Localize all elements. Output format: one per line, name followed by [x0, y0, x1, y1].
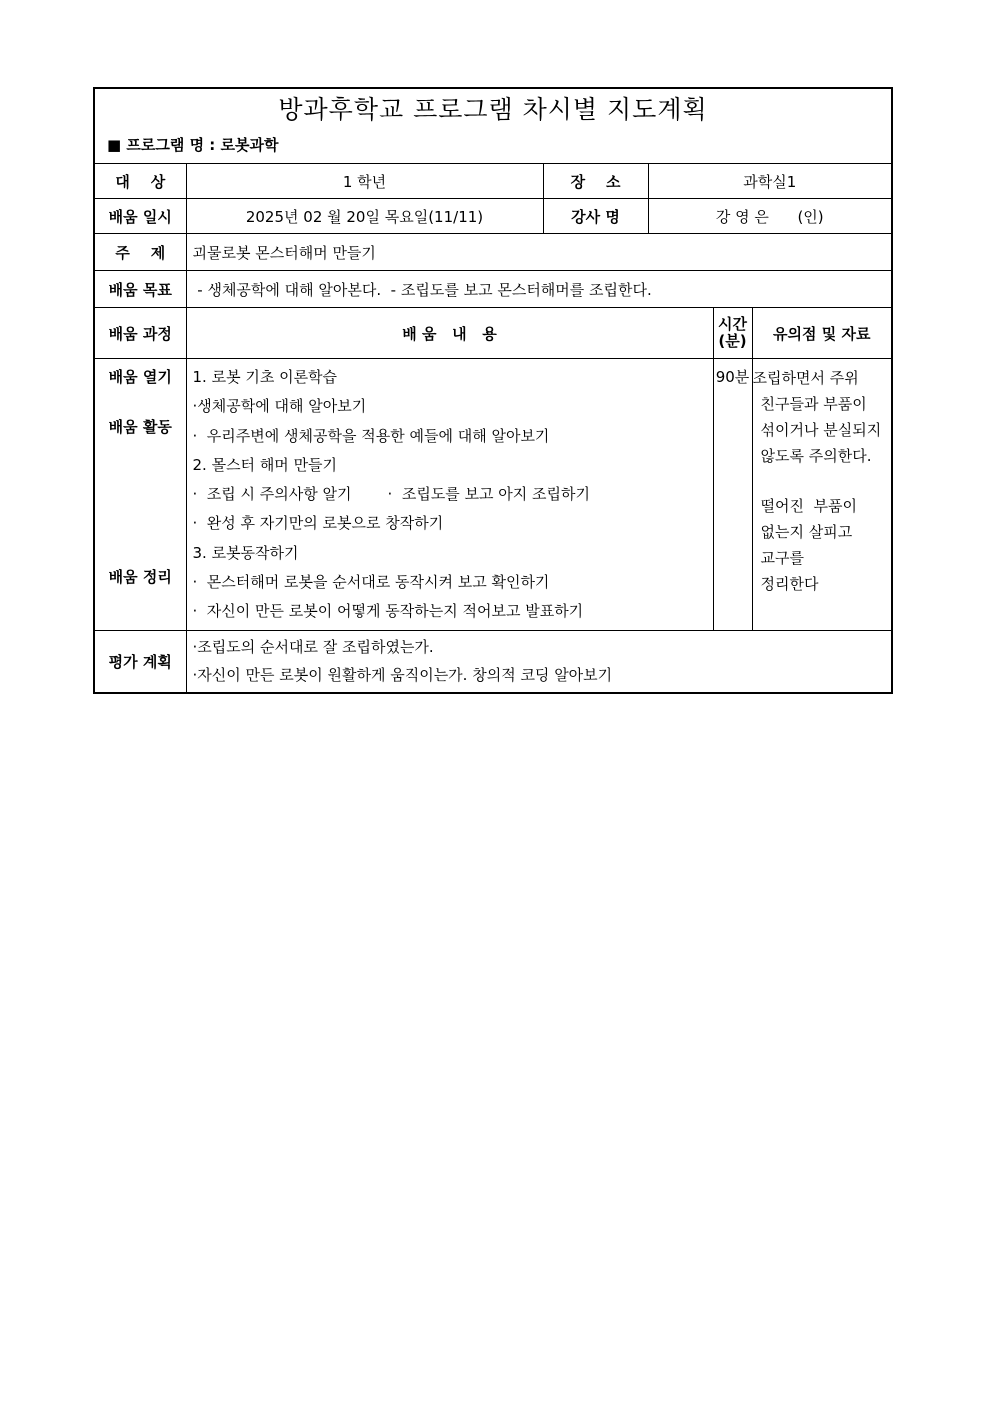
- teacher-label: 강사 명: [543, 199, 648, 234]
- stage-activity: 배움 활동: [108, 418, 172, 436]
- content-line: · 자신이 만든 로봇이 어떻게 동작하는지 적어보고 발표하기: [192, 602, 584, 621]
- content-line: ·생체공학에 대해 알아보기: [192, 397, 367, 416]
- time-value: 90분: [715, 368, 750, 386]
- note-line: 않도록 주의한다.: [760, 447, 872, 465]
- date-label: 배움 일시: [95, 199, 186, 234]
- time-header-line2: (분): [718, 332, 747, 350]
- evaluation-line: ·조립도의 순서대로 잘 조립하였는가.: [192, 638, 434, 657]
- content-line-pair: [193, 482, 707, 511]
- stage-wrap: 배움 정리: [108, 568, 172, 586]
- target-label: 대 상: [95, 164, 186, 199]
- content-line: · 조립도를 보고 아지 조립하기: [387, 485, 591, 504]
- place-value: 과학실1: [648, 164, 891, 199]
- goal-label: 배움 목표: [95, 271, 186, 308]
- document-title: 방과후학교 프로그램 차시별 지도계획: [278, 95, 708, 124]
- evaluation-label: 평가 계획: [95, 631, 186, 692]
- process-header: 배움 과정: [95, 308, 186, 359]
- content-line: 3. 로봇동작하기: [192, 543, 299, 562]
- place-label: 장 소: [543, 164, 648, 199]
- time-header: [713, 308, 752, 359]
- stage-open: 배움 열기: [108, 368, 172, 386]
- program-name: ■ 프로그램 명 : 로봇과학: [107, 136, 279, 154]
- note-line: 친구들과 부품이: [760, 395, 867, 413]
- time-cell: [713, 359, 752, 631]
- note-line: 교구를: [760, 549, 804, 567]
- note-line: 섞이거나 분실되지: [760, 421, 882, 439]
- time-header-line1: 시간: [718, 315, 747, 333]
- notes-header: 유의점 및 자료: [752, 308, 891, 359]
- content-line: · 몬스터해머 로봇을 순서대로 동작시켜 보고 확인하기: [192, 573, 550, 592]
- content-line: 1. 로봇 기초 이론학습: [192, 368, 338, 386]
- content-cell: [186, 359, 713, 631]
- target-value: 1 학년: [186, 164, 543, 199]
- content-line: 2. 몰스터 해머 만들기: [192, 455, 338, 474]
- goal-value: - 생체공학에 대해 알아본다. - 조립도를 보고 몬스터해머를 조립한다.: [186, 271, 891, 308]
- topic-label: 주 제: [95, 234, 186, 271]
- content-line: · 조립 시 주의사항 알기: [192, 485, 352, 504]
- evaluation-line: ·자신이 만든 로봇이 원활하게 움직이는가. 창의적 코딩 알아보기: [192, 666, 613, 685]
- note-line: 조립하면서 주위: [752, 369, 859, 387]
- topic-value: 괴물로봇 몬스터해머 만들기: [186, 234, 891, 271]
- note-line: 없는지 살피고: [760, 523, 853, 541]
- stages-cell: [95, 359, 186, 631]
- content-line: · 우리주변에 생체공학을 적용한 예들에 대해 알아보기: [192, 426, 550, 445]
- header-cell: [95, 89, 891, 164]
- note-line: 떨어진 부품이: [760, 497, 857, 515]
- notes-cell: [752, 359, 891, 631]
- note-line: 정리한다: [760, 575, 819, 593]
- evaluation-cell: [186, 631, 891, 692]
- lesson-plan-table: [95, 89, 891, 692]
- content-line: · 완성 후 자기만의 로봇으로 창작하기: [192, 514, 444, 533]
- date-value: 2025년 02 월 20일 목요일(11/11): [186, 199, 543, 234]
- content-header: 배 움 내 용: [186, 308, 713, 359]
- lesson-plan-document: [93, 87, 893, 694]
- teacher-value: 강 영 은 (인): [648, 199, 891, 234]
